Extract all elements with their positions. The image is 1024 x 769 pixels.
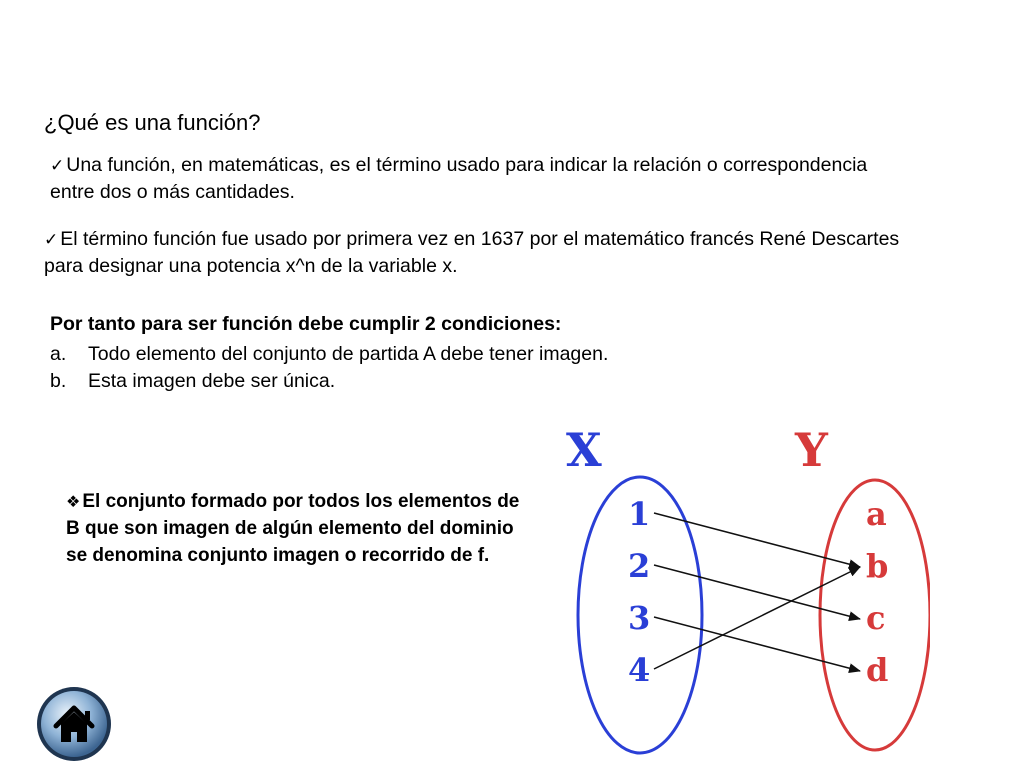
home-button[interactable] bbox=[34, 684, 114, 764]
condition-item bbox=[50, 368, 608, 395]
definition-text: Una función, en matemáticas, es el término usado para indicar la relación o correspondencia entre dos o más cantidades. bbox=[50, 154, 868, 203]
codomain-element: b bbox=[866, 547, 889, 585]
domain-element: 3 bbox=[628, 599, 651, 637]
history-paragraph bbox=[44, 226, 904, 279]
condition-letter: b. bbox=[50, 370, 67, 392]
mapping-arrow bbox=[654, 617, 860, 671]
codomain-element: a bbox=[866, 495, 887, 533]
checkmark-icon: ✓ bbox=[44, 230, 59, 250]
condition-text: Esta imagen debe ser única. bbox=[88, 370, 336, 392]
mapping-arrow bbox=[654, 567, 860, 669]
domain-set-label: X bbox=[566, 423, 602, 477]
conditions-heading: Por tanto para ser función debe cumplir 2 condiciones: bbox=[50, 313, 562, 335]
codomain-elements bbox=[866, 495, 888, 689]
domain-element: 1 bbox=[628, 495, 651, 533]
history-text: El término función fue usado por primera vez en 1637 por el matemático francés René Descartes para designar una potencia x^n de la variable x. bbox=[44, 228, 900, 277]
condition-letter: a. bbox=[50, 343, 67, 365]
codomain-element: c bbox=[866, 599, 886, 637]
image-set-note bbox=[66, 488, 536, 569]
slide-title: ¿Qué es una función? bbox=[44, 110, 261, 135]
condition-text: Todo elemento del conjunto de partida A debe tener imagen. bbox=[88, 343, 609, 365]
conditions-list bbox=[50, 341, 608, 395]
codomain-element: d bbox=[866, 651, 889, 689]
domain-elements bbox=[628, 495, 650, 689]
condition-item bbox=[50, 341, 608, 368]
home-icon bbox=[34, 684, 114, 764]
definition-paragraph bbox=[50, 152, 870, 205]
domain-element: 4 bbox=[628, 651, 651, 689]
checkmark-icon: ✓ bbox=[50, 156, 65, 176]
function-mapping-diagram bbox=[550, 415, 930, 755]
domain-element: 2 bbox=[628, 547, 651, 585]
image-set-text: El conjunto formado por todos los elementos de B que son imagen de algún elemento del dominio se denomina conjunto imagen o recorrido de f. bbox=[66, 491, 520, 566]
mapping-arrow bbox=[654, 565, 860, 619]
codomain-set-label: Y bbox=[795, 423, 828, 477]
diamond-bullet-icon: ❖ bbox=[66, 492, 81, 511]
